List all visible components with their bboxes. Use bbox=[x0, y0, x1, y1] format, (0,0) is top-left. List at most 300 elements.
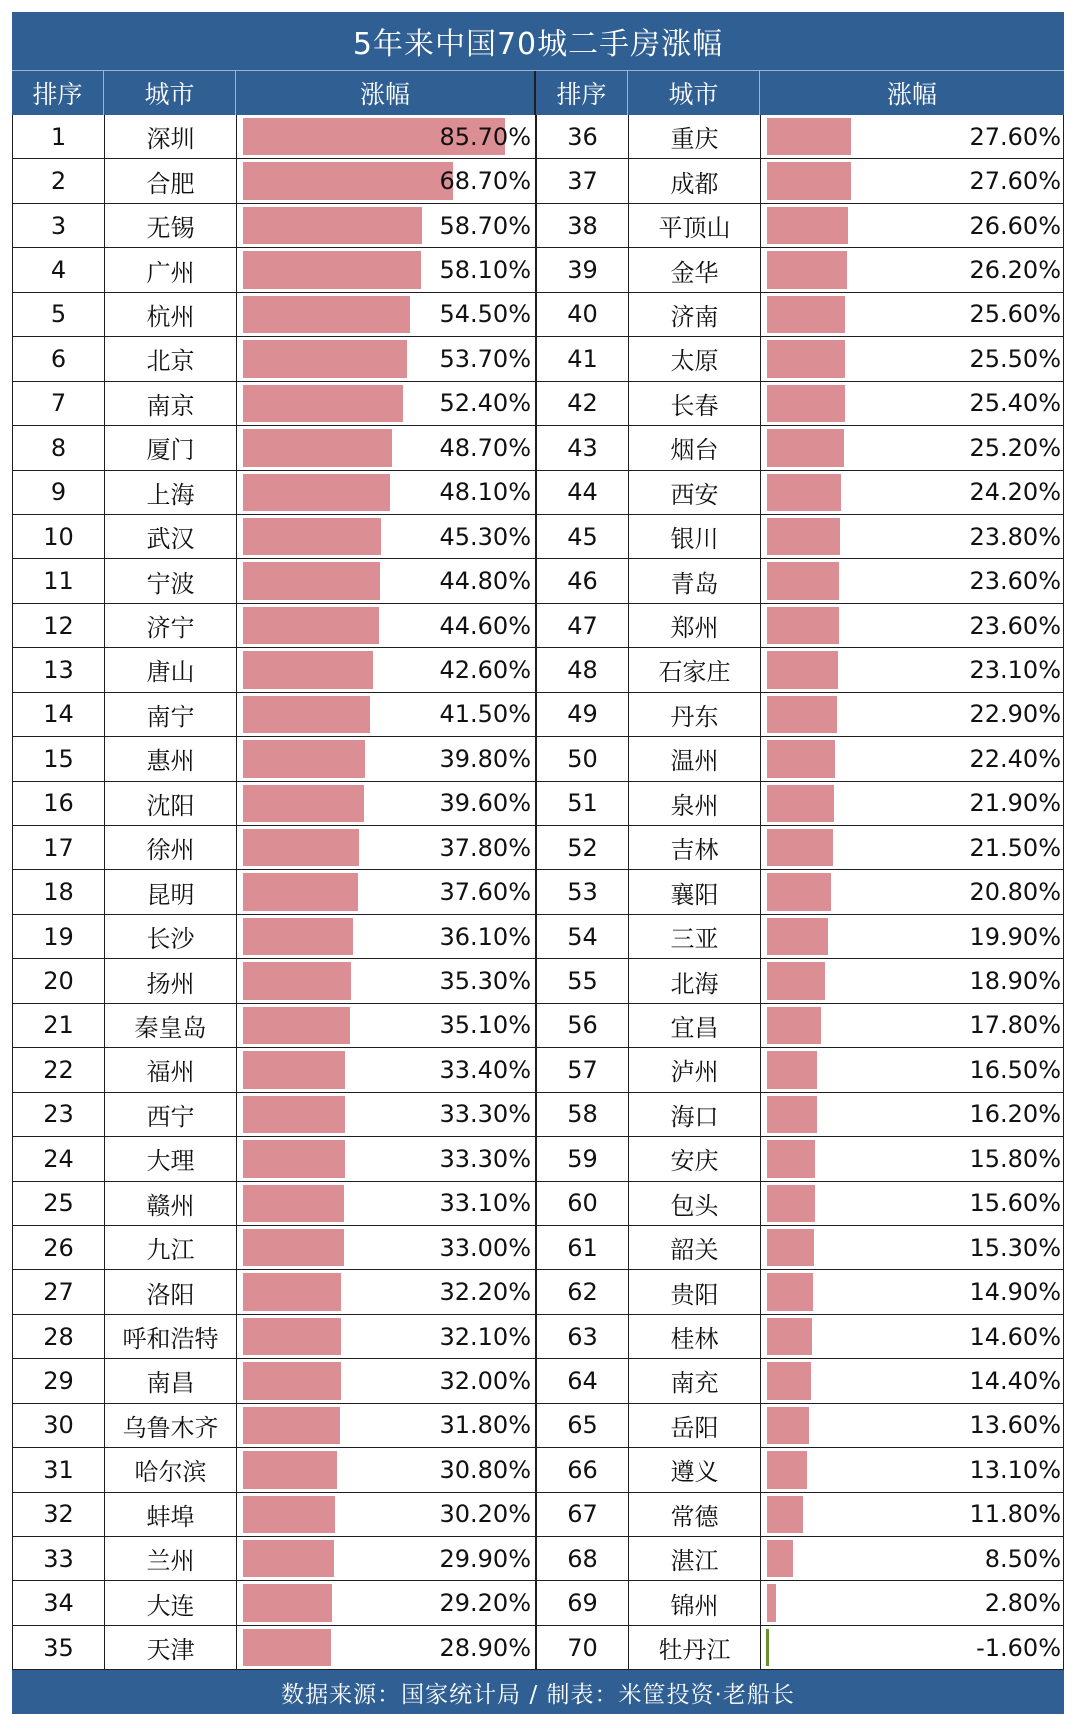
change-value: 39.80% bbox=[439, 744, 531, 773]
city-cell: 北海 bbox=[629, 959, 761, 1002]
rank-cell: 51 bbox=[537, 782, 629, 825]
change-value: 22.40% bbox=[969, 744, 1061, 773]
city-cell: 青岛 bbox=[629, 559, 761, 602]
city-cell: 宜昌 bbox=[629, 1004, 761, 1047]
value-bar bbox=[243, 962, 351, 999]
rank-cell: 22 bbox=[13, 1048, 105, 1091]
value-bar bbox=[767, 829, 833, 866]
rank-cell: 48 bbox=[537, 648, 629, 691]
city-cell: 济宁 bbox=[105, 604, 237, 647]
table-row bbox=[13, 870, 1063, 914]
table-row bbox=[13, 782, 1063, 826]
value-bar bbox=[243, 873, 358, 910]
change-cell bbox=[237, 382, 537, 425]
value-bar bbox=[767, 518, 840, 555]
value-bar bbox=[243, 607, 379, 644]
value-bar bbox=[243, 785, 364, 822]
city-cell: 大理 bbox=[105, 1137, 237, 1180]
rank-cell: 4 bbox=[13, 248, 105, 291]
table-row bbox=[13, 1137, 1063, 1181]
change-value: 44.60% bbox=[439, 611, 531, 640]
change-cell bbox=[761, 248, 1065, 291]
city-cell: 乌鲁木齐 bbox=[105, 1404, 237, 1447]
value-bar bbox=[243, 1407, 340, 1444]
city-cell: 遵义 bbox=[629, 1448, 761, 1491]
change-cell bbox=[761, 1448, 1065, 1491]
rank-cell: 12 bbox=[13, 604, 105, 647]
city-cell: 杭州 bbox=[105, 293, 237, 336]
value-bar bbox=[243, 1096, 345, 1133]
table-row bbox=[13, 337, 1063, 381]
city-cell: 厦门 bbox=[105, 426, 237, 469]
value-bar bbox=[767, 162, 851, 199]
rank-cell: 18 bbox=[13, 870, 105, 913]
change-value: 68.70% bbox=[439, 167, 531, 196]
city-cell: 南京 bbox=[105, 382, 237, 425]
change-cell bbox=[237, 204, 537, 247]
ranking-table bbox=[12, 12, 1064, 1714]
rank-cell: 15 bbox=[13, 737, 105, 780]
change-cell bbox=[761, 693, 1065, 736]
change-cell bbox=[237, 1448, 537, 1491]
city-cell: 沈阳 bbox=[105, 782, 237, 825]
value-bar bbox=[243, 918, 353, 955]
table-row bbox=[13, 1048, 1063, 1092]
change-value: 33.10% bbox=[439, 1189, 531, 1218]
change-value: 25.50% bbox=[969, 344, 1061, 373]
city-cell: 长春 bbox=[629, 382, 761, 425]
city-cell: 重庆 bbox=[629, 115, 761, 158]
change-cell bbox=[237, 515, 537, 558]
city-cell: 洛阳 bbox=[105, 1270, 237, 1313]
city-cell: 吉林 bbox=[629, 826, 761, 869]
value-bar bbox=[767, 385, 845, 422]
change-value: 54.50% bbox=[439, 300, 531, 329]
change-value: 15.80% bbox=[969, 1144, 1061, 1173]
change-cell bbox=[761, 337, 1065, 380]
rank-cell: 57 bbox=[537, 1048, 629, 1091]
city-cell: 惠州 bbox=[105, 737, 237, 780]
change-cell bbox=[761, 204, 1065, 247]
change-value: 53.70% bbox=[439, 344, 531, 373]
change-cell bbox=[237, 1182, 537, 1225]
header-rank-left: 排序 bbox=[12, 71, 104, 115]
rank-cell: 54 bbox=[537, 915, 629, 958]
rank-cell: 11 bbox=[13, 559, 105, 602]
change-cell bbox=[761, 515, 1065, 558]
table-row bbox=[13, 604, 1063, 648]
change-cell bbox=[761, 1182, 1065, 1225]
change-cell bbox=[237, 248, 537, 291]
value-bar bbox=[767, 1362, 811, 1399]
city-cell: 唐山 bbox=[105, 648, 237, 691]
city-cell: 烟台 bbox=[629, 426, 761, 469]
header-rank-right: 排序 bbox=[536, 71, 628, 115]
table-row bbox=[13, 737, 1063, 781]
change-value: 14.90% bbox=[969, 1278, 1061, 1307]
rank-cell: 30 bbox=[13, 1404, 105, 1447]
rank-cell: 31 bbox=[13, 1448, 105, 1491]
value-bar bbox=[243, 1140, 345, 1177]
city-cell: 岳阳 bbox=[629, 1404, 761, 1447]
table-row bbox=[13, 1270, 1063, 1314]
city-cell: 上海 bbox=[105, 471, 237, 514]
change-value: 8.50% bbox=[984, 1544, 1061, 1573]
city-cell: 北京 bbox=[105, 337, 237, 380]
header-city-right: 城市 bbox=[628, 71, 760, 115]
change-cell bbox=[237, 870, 537, 913]
value-bar bbox=[767, 562, 839, 599]
rank-cell: 20 bbox=[13, 959, 105, 1002]
value-bar bbox=[243, 1318, 341, 1355]
value-bar bbox=[243, 518, 381, 555]
change-value: 42.60% bbox=[439, 655, 531, 684]
change-value: 48.70% bbox=[439, 433, 531, 462]
rank-cell: 5 bbox=[13, 293, 105, 336]
change-cell bbox=[237, 1537, 537, 1580]
change-value: 23.60% bbox=[969, 611, 1061, 640]
rank-cell: 47 bbox=[537, 604, 629, 647]
rank-cell: 29 bbox=[13, 1359, 105, 1402]
change-value: 24.20% bbox=[969, 478, 1061, 507]
city-cell: 牡丹江 bbox=[629, 1626, 761, 1669]
value-bar bbox=[243, 162, 453, 199]
change-cell bbox=[761, 826, 1065, 869]
change-value: 31.80% bbox=[439, 1411, 531, 1440]
value-bar bbox=[767, 962, 825, 999]
change-value: 2.80% bbox=[984, 1589, 1061, 1618]
change-cell bbox=[761, 426, 1065, 469]
table-row bbox=[13, 1581, 1063, 1625]
city-cell: 南充 bbox=[629, 1359, 761, 1402]
rank-cell: 16 bbox=[13, 782, 105, 825]
change-cell bbox=[761, 1581, 1065, 1624]
rank-cell: 8 bbox=[13, 426, 105, 469]
rank-cell: 25 bbox=[13, 1182, 105, 1225]
table-row bbox=[13, 1093, 1063, 1137]
value-bar bbox=[243, 1362, 341, 1399]
change-value: 32.10% bbox=[439, 1322, 531, 1351]
change-cell bbox=[761, 1626, 1065, 1669]
change-value: 33.00% bbox=[439, 1233, 531, 1262]
value-bar bbox=[767, 118, 851, 155]
city-cell: 平顶山 bbox=[629, 204, 761, 247]
value-bar bbox=[243, 1496, 335, 1533]
rank-cell: 17 bbox=[13, 826, 105, 869]
change-cell bbox=[761, 1226, 1065, 1269]
rank-cell: 50 bbox=[537, 737, 629, 780]
value-bar bbox=[243, 1007, 350, 1044]
change-cell bbox=[761, 293, 1065, 336]
change-cell bbox=[237, 826, 537, 869]
table-row bbox=[13, 293, 1063, 337]
rank-cell: 10 bbox=[13, 515, 105, 558]
change-value: 21.90% bbox=[969, 789, 1061, 818]
change-value: 27.60% bbox=[969, 167, 1061, 196]
value-bar bbox=[767, 1318, 812, 1355]
city-cell: 襄阳 bbox=[629, 870, 761, 913]
table-row bbox=[13, 915, 1063, 959]
change-value: 22.90% bbox=[969, 700, 1061, 729]
table-row bbox=[13, 693, 1063, 737]
rank-cell: 52 bbox=[537, 826, 629, 869]
table-row bbox=[13, 204, 1063, 248]
city-cell: 呼和浩特 bbox=[105, 1315, 237, 1358]
change-cell bbox=[761, 1093, 1065, 1136]
city-cell: 西安 bbox=[629, 471, 761, 514]
change-cell bbox=[237, 559, 537, 602]
change-cell bbox=[237, 426, 537, 469]
table-row bbox=[13, 1493, 1063, 1537]
change-value: -1.60% bbox=[976, 1633, 1061, 1662]
value-bar bbox=[243, 296, 410, 333]
rank-cell: 3 bbox=[13, 204, 105, 247]
table-row bbox=[13, 1448, 1063, 1492]
change-value: 39.60% bbox=[439, 789, 531, 818]
change-value: 21.50% bbox=[969, 833, 1061, 862]
change-cell bbox=[761, 1315, 1065, 1358]
city-cell: 蚌埠 bbox=[105, 1493, 237, 1536]
change-cell bbox=[761, 737, 1065, 780]
change-cell bbox=[237, 471, 537, 514]
city-cell: 包头 bbox=[629, 1182, 761, 1225]
city-cell: 武汉 bbox=[105, 515, 237, 558]
change-cell bbox=[761, 1493, 1065, 1536]
change-value: 58.10% bbox=[439, 256, 531, 285]
table-body bbox=[12, 115, 1064, 1670]
change-cell bbox=[761, 648, 1065, 691]
city-cell: 秦皇岛 bbox=[105, 1004, 237, 1047]
city-cell: 郑州 bbox=[629, 604, 761, 647]
change-value: 48.10% bbox=[439, 478, 531, 507]
city-cell: 泉州 bbox=[629, 782, 761, 825]
city-cell: 金华 bbox=[629, 248, 761, 291]
rank-cell: 61 bbox=[537, 1226, 629, 1269]
change-cell bbox=[237, 1137, 537, 1180]
header-change-left: 涨幅 bbox=[236, 71, 536, 115]
value-bar bbox=[243, 1273, 341, 1310]
table-row bbox=[13, 959, 1063, 1003]
value-bar bbox=[767, 1584, 776, 1621]
city-cell: 天津 bbox=[105, 1626, 237, 1669]
rank-cell: 44 bbox=[537, 471, 629, 514]
change-value: 44.80% bbox=[439, 567, 531, 596]
table-row bbox=[13, 1537, 1063, 1581]
city-cell: 锦州 bbox=[629, 1581, 761, 1624]
value-bar bbox=[767, 1496, 803, 1533]
change-value: 13.60% bbox=[969, 1411, 1061, 1440]
change-cell bbox=[237, 1626, 537, 1669]
value-bar bbox=[243, 1629, 331, 1666]
table-row bbox=[13, 1226, 1063, 1270]
city-cell: 南昌 bbox=[105, 1359, 237, 1402]
change-value: 16.20% bbox=[969, 1100, 1061, 1129]
city-cell: 济南 bbox=[629, 293, 761, 336]
table-title: 5年来中国70城二手房涨幅 bbox=[12, 12, 1064, 70]
rank-cell: 7 bbox=[13, 382, 105, 425]
rank-cell: 14 bbox=[13, 693, 105, 736]
value-bar bbox=[243, 474, 390, 511]
change-value: 25.60% bbox=[969, 300, 1061, 329]
rank-cell: 46 bbox=[537, 559, 629, 602]
value-bar bbox=[243, 1584, 332, 1621]
value-bar bbox=[243, 651, 373, 688]
change-cell bbox=[761, 1537, 1065, 1580]
value-bar bbox=[243, 696, 370, 733]
value-bar bbox=[243, 740, 365, 777]
change-value: 23.80% bbox=[969, 522, 1061, 551]
city-cell: 太原 bbox=[629, 337, 761, 380]
rank-cell: 67 bbox=[537, 1493, 629, 1536]
table-row bbox=[13, 426, 1063, 470]
change-cell bbox=[237, 604, 537, 647]
city-cell: 三亚 bbox=[629, 915, 761, 958]
value-bar bbox=[767, 785, 834, 822]
table-row bbox=[13, 515, 1063, 559]
rank-cell: 60 bbox=[537, 1182, 629, 1225]
value-bar bbox=[243, 429, 392, 466]
change-value: 35.30% bbox=[439, 967, 531, 996]
city-cell: 温州 bbox=[629, 737, 761, 780]
rank-cell: 19 bbox=[13, 915, 105, 958]
value-bar bbox=[767, 1185, 815, 1222]
rank-cell: 42 bbox=[537, 382, 629, 425]
city-cell: 石家庄 bbox=[629, 648, 761, 691]
rank-cell: 24 bbox=[13, 1137, 105, 1180]
change-value: 41.50% bbox=[439, 700, 531, 729]
change-cell bbox=[761, 1137, 1065, 1180]
rank-cell: 33 bbox=[13, 1537, 105, 1580]
change-value: 37.80% bbox=[439, 833, 531, 862]
rank-cell: 59 bbox=[537, 1137, 629, 1180]
change-value: 16.50% bbox=[969, 1055, 1061, 1084]
table-row bbox=[13, 826, 1063, 870]
city-cell: 徐州 bbox=[105, 826, 237, 869]
table-row bbox=[13, 648, 1063, 692]
change-cell bbox=[237, 1270, 537, 1313]
value-bar bbox=[767, 1140, 815, 1177]
value-bar bbox=[243, 251, 421, 288]
table-row bbox=[13, 1182, 1063, 1226]
rank-cell: 55 bbox=[537, 959, 629, 1002]
city-cell: 福州 bbox=[105, 1048, 237, 1091]
change-value: 58.70% bbox=[439, 211, 531, 240]
change-value: 35.10% bbox=[439, 1011, 531, 1040]
change-cell bbox=[761, 1270, 1065, 1313]
change-cell bbox=[237, 1226, 537, 1269]
rank-cell: 23 bbox=[13, 1093, 105, 1136]
header-city-left: 城市 bbox=[104, 71, 236, 115]
change-cell bbox=[237, 1315, 537, 1358]
change-cell bbox=[237, 293, 537, 336]
change-value: 15.30% bbox=[969, 1233, 1061, 1262]
rank-cell: 13 bbox=[13, 648, 105, 691]
change-value: 85.70% bbox=[439, 122, 531, 151]
rank-cell: 65 bbox=[537, 1404, 629, 1447]
value-bar bbox=[243, 340, 407, 377]
rank-cell: 32 bbox=[13, 1493, 105, 1536]
change-value: 37.60% bbox=[439, 878, 531, 907]
table-row bbox=[13, 382, 1063, 426]
change-cell bbox=[761, 382, 1065, 425]
city-cell: 合肥 bbox=[105, 159, 237, 202]
table-row bbox=[13, 471, 1063, 515]
rank-cell: 70 bbox=[537, 1626, 629, 1669]
change-cell bbox=[761, 1004, 1065, 1047]
value-bar bbox=[767, 1540, 793, 1577]
city-cell: 海口 bbox=[629, 1093, 761, 1136]
city-cell: 湛江 bbox=[629, 1537, 761, 1580]
city-cell: 南宁 bbox=[105, 693, 237, 736]
change-cell bbox=[237, 1359, 537, 1402]
city-cell: 大连 bbox=[105, 1581, 237, 1624]
change-cell bbox=[761, 915, 1065, 958]
change-cell bbox=[761, 1359, 1065, 1402]
value-bar bbox=[243, 1451, 337, 1488]
change-cell bbox=[237, 959, 537, 1002]
city-cell: 丹东 bbox=[629, 693, 761, 736]
rank-cell: 6 bbox=[13, 337, 105, 380]
rank-cell: 35 bbox=[13, 1626, 105, 1669]
city-cell: 成都 bbox=[629, 159, 761, 202]
change-cell bbox=[761, 604, 1065, 647]
change-cell bbox=[237, 782, 537, 825]
change-value: 14.40% bbox=[969, 1366, 1061, 1395]
change-value: 33.30% bbox=[439, 1100, 531, 1129]
value-bar bbox=[767, 474, 841, 511]
value-bar bbox=[767, 873, 831, 910]
rank-cell: 53 bbox=[537, 870, 629, 913]
table-row bbox=[13, 1315, 1063, 1359]
change-cell bbox=[761, 1048, 1065, 1091]
change-cell bbox=[761, 959, 1065, 1002]
rank-cell: 43 bbox=[537, 426, 629, 469]
rank-cell: 1 bbox=[13, 115, 105, 158]
change-cell bbox=[237, 159, 537, 202]
change-value: 45.30% bbox=[439, 522, 531, 551]
change-cell bbox=[761, 159, 1065, 202]
value-bar bbox=[767, 918, 828, 955]
change-cell bbox=[237, 1048, 537, 1091]
value-bar bbox=[767, 296, 845, 333]
rank-cell: 63 bbox=[537, 1315, 629, 1358]
value-bar bbox=[767, 429, 844, 466]
value-bar bbox=[767, 1229, 814, 1266]
table-row bbox=[13, 248, 1063, 292]
value-bar bbox=[767, 1451, 807, 1488]
city-cell: 韶关 bbox=[629, 1226, 761, 1269]
change-value: 30.80% bbox=[439, 1455, 531, 1484]
value-bar bbox=[767, 651, 838, 688]
change-cell bbox=[761, 471, 1065, 514]
change-cell bbox=[761, 559, 1065, 602]
rank-cell: 2 bbox=[13, 159, 105, 202]
change-cell bbox=[761, 870, 1065, 913]
change-value: 17.80% bbox=[969, 1011, 1061, 1040]
value-bar bbox=[767, 1007, 821, 1044]
value-bar bbox=[243, 562, 380, 599]
rank-cell: 68 bbox=[537, 1537, 629, 1580]
change-value: 20.80% bbox=[969, 878, 1061, 907]
rank-cell: 41 bbox=[537, 337, 629, 380]
change-value: 36.10% bbox=[439, 922, 531, 951]
rank-cell: 62 bbox=[537, 1270, 629, 1313]
rank-cell: 39 bbox=[537, 248, 629, 291]
city-cell: 贵阳 bbox=[629, 1270, 761, 1313]
change-cell bbox=[237, 737, 537, 780]
city-cell: 昆明 bbox=[105, 870, 237, 913]
change-value: 29.20% bbox=[439, 1589, 531, 1618]
